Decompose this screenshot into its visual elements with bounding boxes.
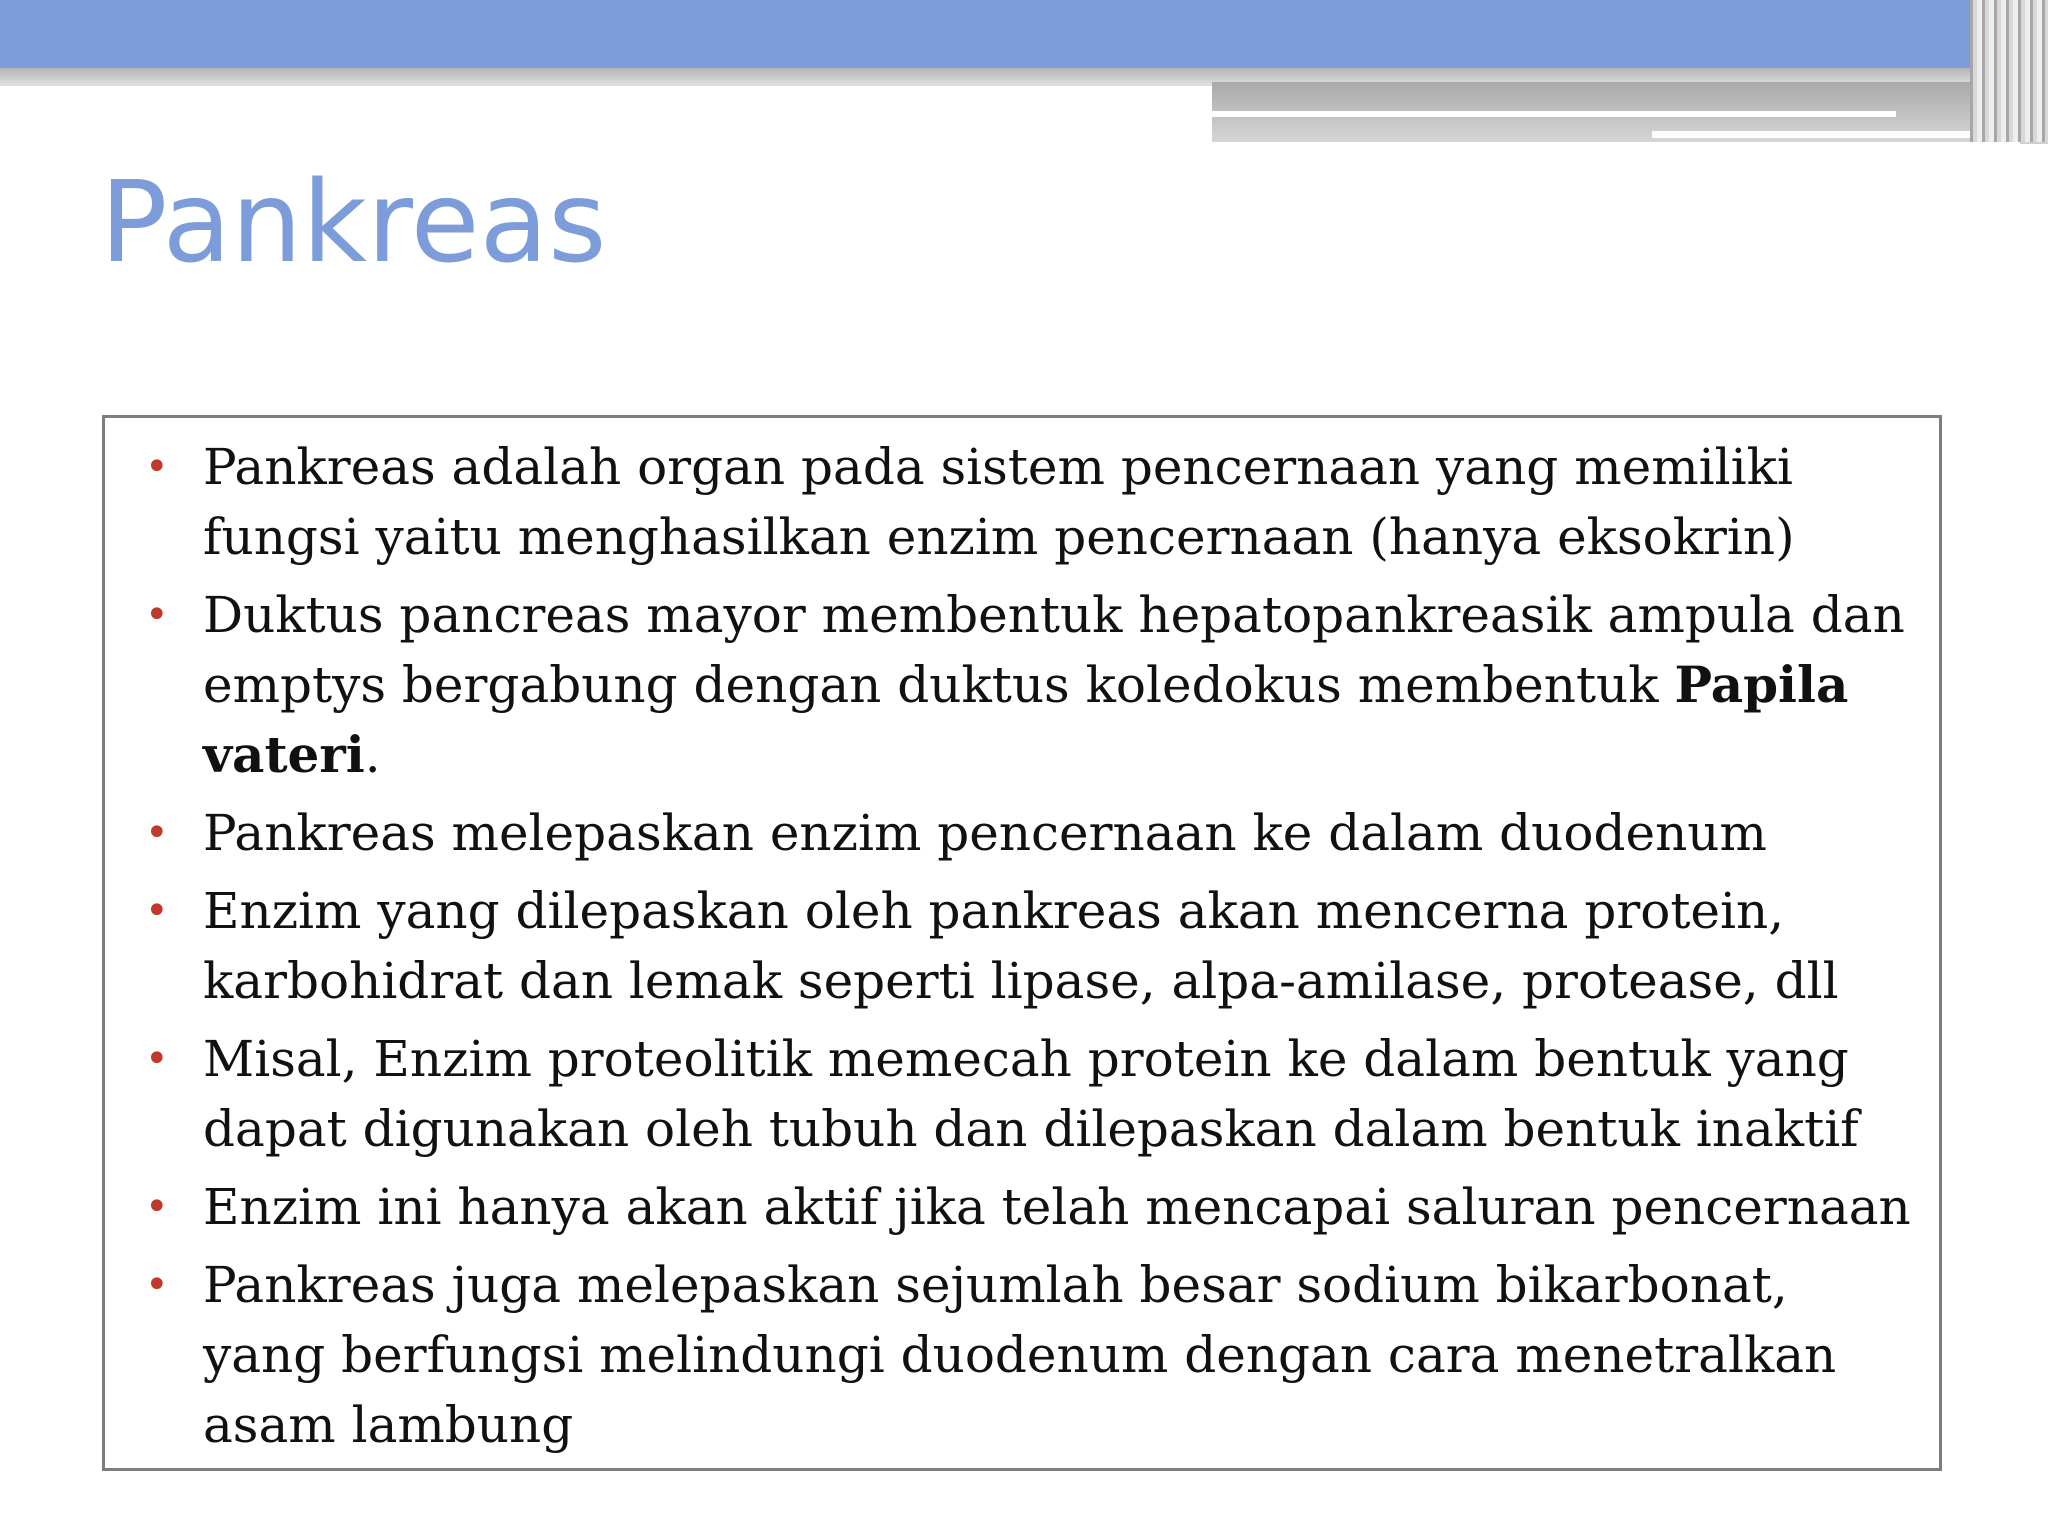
bullet-dot-icon: • — [145, 592, 169, 638]
bullet-item — [105, 798, 1919, 868]
bullet-item — [105, 1172, 1919, 1242]
header-accent-band — [0, 0, 1970, 68]
bullet-dot-icon: • — [145, 810, 169, 856]
bullet-dot-icon: • — [145, 1184, 169, 1230]
decorative-stripes — [1970, 0, 2048, 142]
bullet-text: Pankreas juga melepaskan sejumlah besar sodium bikarbonat, yang berfungsi melindungi duodenum dengan cara menetralkan asam lambung — [203, 1256, 1837, 1454]
bullet-text: Misal, Enzim proteolitik memecah protein ke dalam bentuk yang dapat digunakan oleh tubuh dan dilepaskan dalam bentuk inaktif — [203, 1030, 1859, 1158]
bullet-text: Enzim yang dilepaskan oleh pankreas akan mencerna protein, karbohidrat dan lemak seperti lipase, alpa-amilase, protease, dll — [203, 882, 1839, 1010]
bullet-dot-icon: • — [145, 1036, 169, 1082]
bullet-item — [105, 876, 1919, 1016]
bullet-bold-text: Papila vateri — [203, 655, 1849, 784]
bullet-text-suffix: . — [364, 726, 381, 784]
decorative-stripes-tail — [2020, 142, 2048, 144]
bullet-text: Pankreas adalah organ pada sistem pencernaan yang memiliki fungsi yaitu menghasilkan enzim pencernaan (hanya eksokrin) — [203, 438, 1795, 566]
bullet-dot-icon: • — [145, 1262, 169, 1308]
bullet-text: Enzim ini hanya akan aktif jika telah mencapai saluran pencernaan — [203, 1178, 1911, 1236]
decorative-line — [1652, 131, 2012, 138]
bullet-item — [105, 1024, 1919, 1164]
decorative-line — [1212, 111, 1896, 117]
slide-title: Pankreas — [100, 158, 607, 288]
bullet-item — [105, 580, 1919, 790]
bullet-dot-icon: • — [145, 888, 169, 934]
bullet-item — [105, 1250, 1919, 1460]
bullet-text: Pankreas melepaskan enzim pencernaan ke dalam duodenum — [203, 804, 1767, 862]
bullet-text: Duktus pancreas mayor membentuk hepatopankreasik ampula dan emptys bergabung dengan duktus koledokus membentuk — [203, 586, 1905, 714]
bullet-dot-icon: • — [145, 444, 169, 490]
bullet-list — [105, 418, 1939, 1460]
bullet-item — [105, 432, 1919, 572]
content-box — [102, 415, 1942, 1471]
